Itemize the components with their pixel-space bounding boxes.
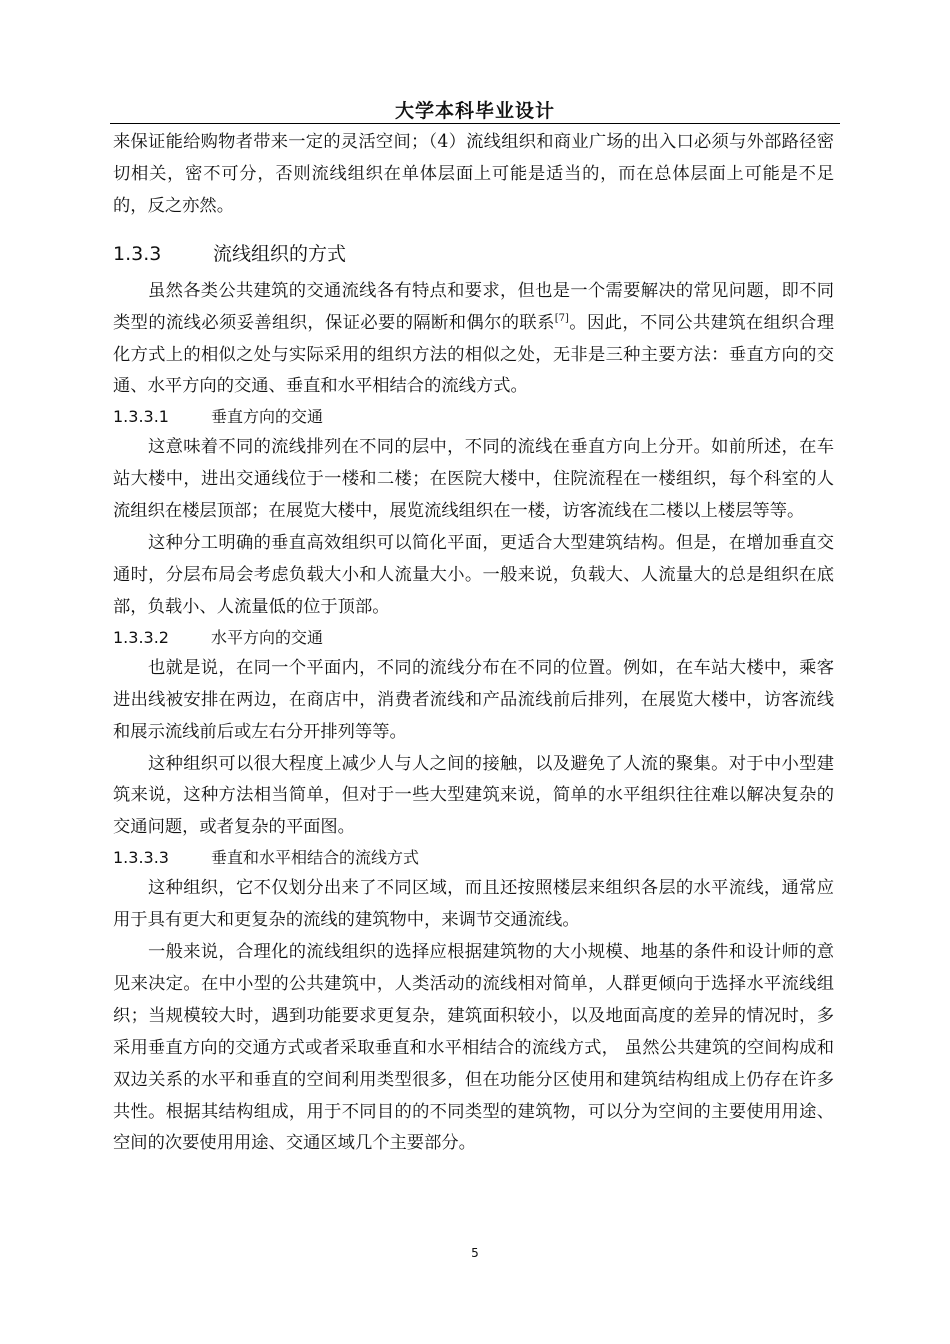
- intro-paragraph: 来保证能给购物者带来一定的灵活空间；（4）流线组织和商业广场的出入口必须与外部路径密切相关，密不可分，否则流线组织在单体层面上可能是适当的，而在总体层面上可能是不足的，反之亦然。: [113, 132, 834, 216]
- section-paragraph-text-continued: 。因此，不同公共建筑在组织合理化方式上的相似之处与实际采用的组织方法的相似之处，无非是三种主要方法：垂直方向的交通、水平方向的交通、垂直和水平相结合的流线方式。: [113, 312, 834, 397]
- body-paragraph: 也就是说，在同一个平面内，不同的流线分布在不同的位置。例如，在车站大楼中，乘客进出线被安排在两边，在商店中，消费者流线和产品流线前后排列，在展览大楼中，访客流线和展示流线前后或左右分开排列等等。: [113, 657, 834, 742]
- body-paragraph: 这种组织，它不仅划分出来了不同区域，而且还按照楼层来组织各层的水平流线，通常应用于具有更大和更复杂的流线的建筑物中，来调节交通流线。: [113, 878, 834, 931]
- page-number: 5: [471, 1246, 479, 1260]
- section-paragraph-text: 虽然各类公共建筑的交通流线各有特点和要求，但也是一个需要解决的常见问题，即不同类型的流线必须妥善组织，保证必要的隔断和偶尔的联系: [113, 280, 834, 333]
- subsection-title: 垂直方向的交通: [211, 407, 324, 427]
- subsection-title: 垂直和水平相结合的流线方式: [211, 848, 420, 868]
- subsection-number: 1.3.3.2: [113, 627, 169, 647]
- running-header-title: 大学本科毕业设计: [394, 100, 555, 122]
- subsection-heading: [113, 625, 834, 651]
- body-paragraph: 这种分工明确的垂直高效组织可以简化平面，更适合大型建筑结构。但是，在增加垂直交通时，分层布局会考虑负载大小和人流量大小。一般来说，负载大、人流量大的总是组织在底部，负载小、人流量低的位于顶部。: [113, 533, 834, 617]
- body-paragraph: 这意味着不同的流线排列在不同的层中，不同的流线在垂直方向上分开。如前所述，在车站大楼中，进出交通线位于一楼和二楼；在医院大楼中，住院流程在一楼组织，每个科室的人流组织在楼层顶部；在展览大楼中，展览流线组织在一楼，访客流线在二楼以上楼层等等。: [113, 437, 834, 522]
- section-heading: [113, 239, 834, 269]
- header-rule: [110, 123, 840, 124]
- subsection-title: 水平方向的交通: [211, 627, 324, 647]
- body-paragraph: 一般来说，合理化的流线组织的选择应根据建筑物的大小规模、地基的条件和设计师的意见来决定。在中小型的公共建筑中，人类活动的流线相对简单，人群更倾向于选择水平流线组织；当规模较大时，遇到功能要求更复杂，建筑面积较小，以及地面高度的差异的情况时，多采用垂直方向的交通方式或者采取垂直和水平相结合的流线方式， 虽然公共建筑的空间构成和双边关系的水平和垂直的空间利用类型很多，但在功能分区使用和建筑结构组成上仍存在许多共性。根据其结构组成，用于不同目的的不同类型的建筑物，可以分为空间的主要使用用途、空间的次要使用用途、交通区域几个主要部分。: [113, 942, 834, 1154]
- subsection-heading: [113, 404, 834, 430]
- body-paragraph: 这种组织可以很大程度上减少人与人之间的接触，以及避免了人流的聚集。对于中小型建筑来说，这种方法相当简单，但对于一些大型建筑来说，简单的水平组织往往难以解决复杂的交通问题，或者复杂的平面图。: [113, 753, 834, 838]
- subsection-heading: [113, 845, 834, 871]
- page-body: [113, 127, 834, 1160]
- section-number: 1.3.3: [113, 242, 162, 265]
- subsection-number: 1.3.3.3: [113, 848, 169, 868]
- section-paragraph: [113, 276, 834, 404]
- section-title: 流线组织的方式: [213, 242, 347, 265]
- subsection-number: 1.3.3.1: [113, 407, 169, 427]
- citation-reference: [7]: [554, 312, 569, 324]
